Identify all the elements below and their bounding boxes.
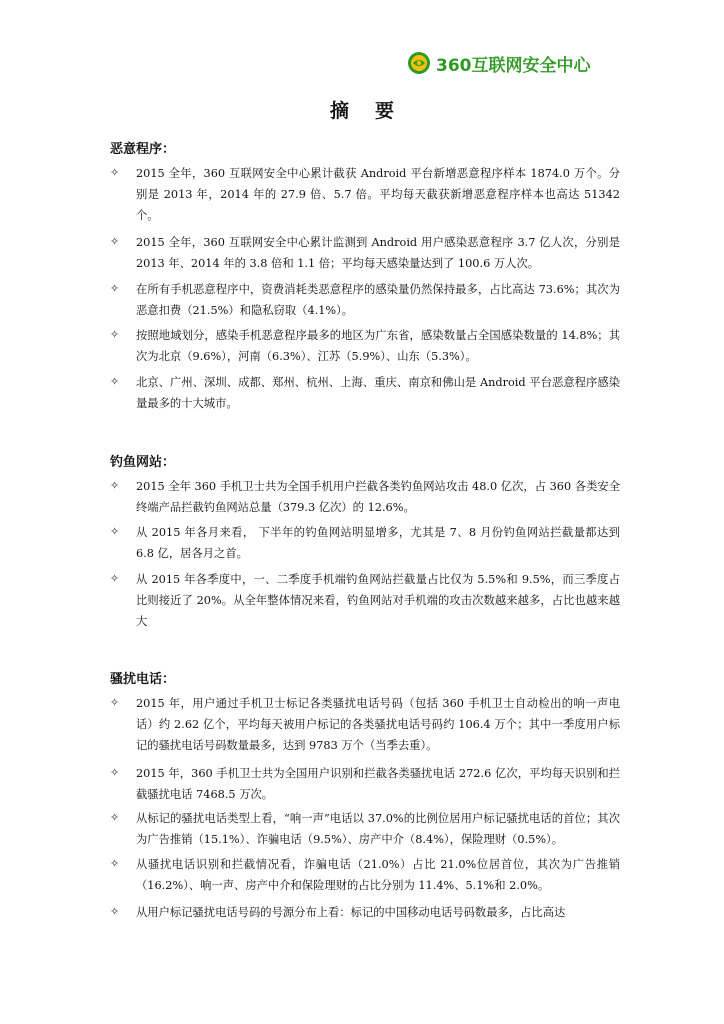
list-item [110,902,620,923]
list-item [110,372,620,414]
list-item [110,522,620,564]
list-item-text: 在所有手机恶意程序中，资费消耗类恶意程序的感染量仍然保持最多，占比高达 73.6%；其次为恶意扣费（21.5%）和隐私窃取（4.1%）。 [136,283,620,317]
diamond-bullet-icon: ✧ [110,905,120,918]
diamond-bullet-icon: ✧ [110,166,120,179]
list-item [110,163,620,226]
logo-text: 360互联网安全中心 [436,55,591,76]
diamond-bullet-icon: ✧ [110,811,120,824]
list-item [110,325,620,367]
page-title: 摘要 [329,100,420,122]
list-item-text: 2015 全年，360 互联网安全中心累计监测到 Android 用户感染恶意程序 3.7 亿人次，分别是 2013 年、2014 年的 3.8 倍和 1.1 倍；平均每天感染量达到了 100.6 万人次。 [136,236,620,270]
diamond-bullet-icon: ✧ [110,479,120,492]
list-item-text: 从用户标记骚扰电话号码的号源分布上看：标记的中国移动电话号码数最多，占比高达 [136,906,566,919]
list-item-text: 从 2015 年各季度中，一、二季度手机端钓鱼网站拦截量占比仅为 5.5%和 9.5%，而三季度占比则接近了 20%。从全年整体情况来看，钓鱼网站对手机端的攻击次数越来越多，占比也越来越大 [136,573,620,628]
diamond-bullet-icon: ✧ [110,572,120,585]
list-item [110,569,620,632]
section-heading-harassment-calls: 骚扰电话： [110,672,176,687]
list-item [110,279,620,321]
diamond-bullet-icon: ✧ [110,857,120,870]
list-item [110,854,620,896]
diamond-bullet-icon: ✧ [110,696,120,709]
list-item [110,763,620,805]
list-item [110,232,620,274]
section-heading-malware: 恶意程序： [110,142,176,157]
diamond-bullet-icon: ✧ [110,282,120,295]
shield-logo-icon [407,51,431,75]
list-item-text: 2015 年，用户通过手机卫士标记各类骚扰电话号码（包括 360 手机卫士自动检出的响一声电话）约 2.62 亿个，平均每天被用户标记的各类骚扰电话号码约 106.4 万个；其中一季度用户标记的骚扰电话号码数量最多，达到 9783 万个（当季去重）。 [136,697,620,752]
diamond-bullet-icon: ✧ [110,328,120,341]
list-item-text: 从 2015 年各月来看， 下半年的钓鱼网站明显增多，尤其是 7、8 月份钓鱼网站拦截量都达到 6.8 亿，居各月之首。 [136,526,620,560]
header-logo [407,50,591,76]
list-item-text: 2015 全年 360 手机卫士共为全国手机用户拦截各类钓鱼网站攻击 48.0 亿次，占 360 各类安全终端产品拦截钓鱼网站总量（379.3 亿次）的 12.6%。 [136,480,620,514]
list-item [110,808,620,850]
list-item-text: 从骚扰电话识别和拦截情况看，诈骗电话（21.0%）占比 21.0%位居首位，其次为广告推销（16.2%）、响一声、房产中介和保险理财的占比分别为 11.4%、5.1%和 2.0%。 [136,858,620,892]
section-heading-phishing: 钓鱼网站： [110,455,176,470]
diamond-bullet-icon: ✧ [110,375,120,388]
list-item-text: 从标记的骚扰电话类型上看，“响一声”电话以 37.0%的比例位居用户标记骚扰电话的首位；其次为广告推销（15.1%）、诈骗电话（9.5%）、房产中介（8.4%），保险理财（0.5%）。 [136,812,620,846]
diamond-bullet-icon: ✧ [110,766,120,779]
list-item-text: 2015 全年，360 互联网安全中心累计截获 Android 平台新增恶意程序样本 1874.0 万个。分别是 2013 年，2014 年的 27.9 倍、5.7 倍。平均每天截获新增恶意程序样本也高达 51342 个。 [136,167,620,222]
diamond-bullet-icon: ✧ [110,525,120,538]
diamond-bullet-icon: ✧ [110,235,120,248]
list-item-text: 2015 年，360 手机卫士共为全国用户识别和拦截各类骚扰电话 272.6 亿次，平均每天识别和拦截骚扰电话 7468.5 万次。 [136,767,620,801]
list-item [110,476,620,518]
list-item [110,693,620,756]
list-item-text: 按照地域划分，感染手机恶意程序最多的地区为广东省，感染数量占全国感染数量的 14.8%；其次为北京（9.6%），河南（6.3%）、江苏（5.9%）、山东（5.3%）。 [136,329,620,363]
list-item-text: 北京、广州、深圳、成都、郑州、杭州、上海、重庆、南京和佛山是 Android 平台恶意程序感染量最多的十大城市。 [136,376,620,410]
